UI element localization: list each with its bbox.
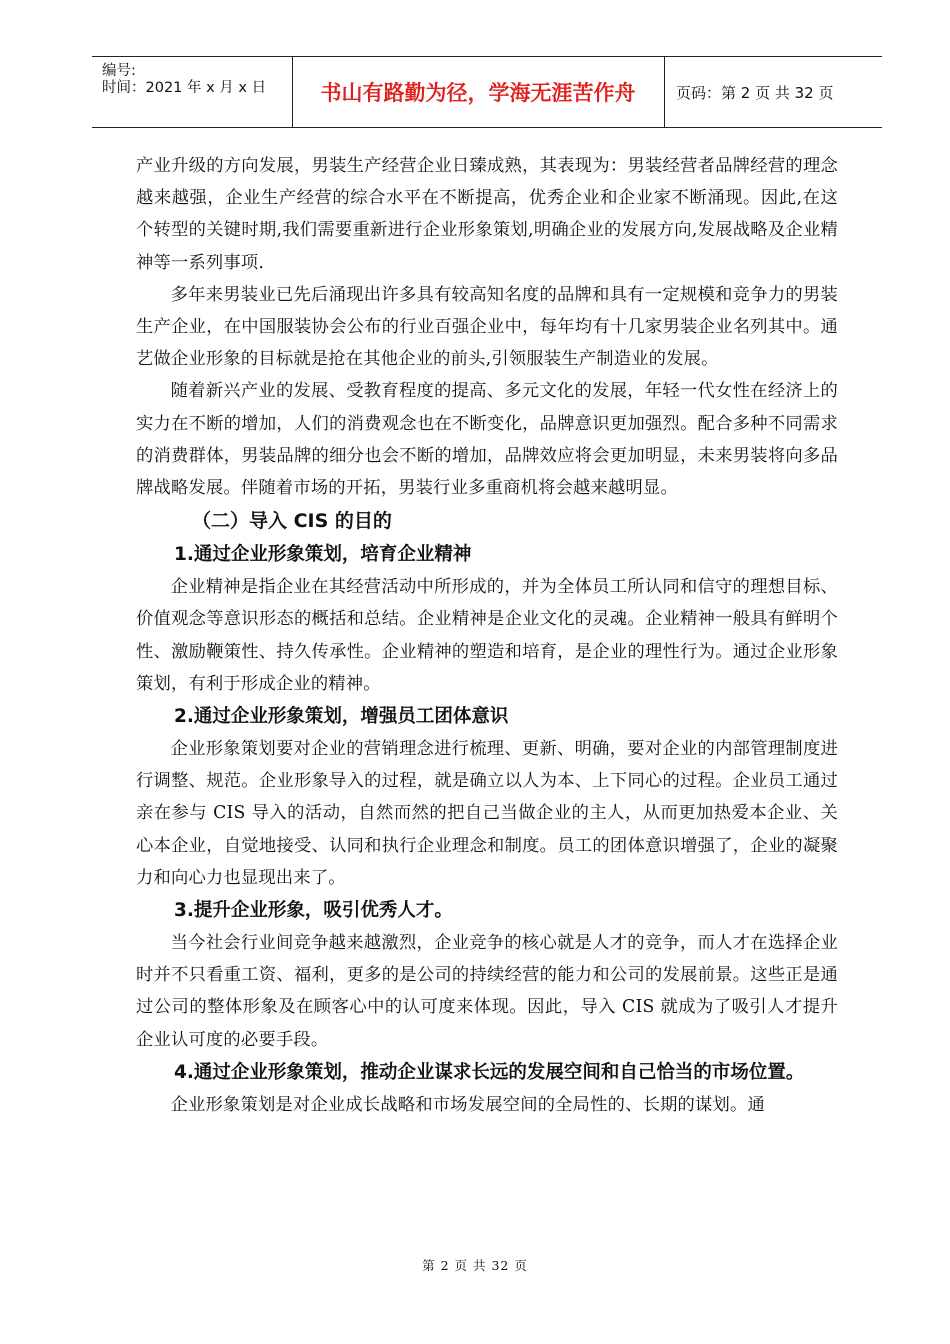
header-divider — [664, 57, 665, 127]
paragraph: 多年来男装业已先后涌现出许多具有较高知名度的品牌和具有一定规模和竞争力的男装生产企业，在中国服装协会公布的行业百强企业中，每年均有十几家男装企业名列其中。通艺做企业形象的目标就是抢在其他企业的前头,引领服装生产制造业的发展。 — [136, 284, 838, 370]
document-body — [136, 150, 838, 1121]
paragraph: 企业精神是指企业在其经营活动中所形成的，并为全体员工所认同和信守的理想目标、价值观念等意识形态的概括和总结。企业精神是企业文化的灵魂。企业精神一般具有鲜明个性、激励鞭策性、持久传承性。企业精神的塑造和培育，是企业的理性行为。通过企业形象策划，有利于形成企业的精神。 — [136, 577, 838, 694]
document-number-label: 编号: — [102, 63, 136, 79]
document-time-label: 时间：2021 年 x 月 x 日 — [102, 80, 267, 96]
subsection-heading: 4.通过企业形象策划，推动企业谋求长远的发展空间和自己恰当的市场位置。 — [174, 1061, 805, 1083]
header-motto: 书山有路勤为径，学海无涯苦作舟 — [320, 81, 636, 105]
page-header — [92, 56, 882, 128]
subsection-heading: 2.通过企业形象策划，增强员工团体意识 — [174, 706, 509, 728]
paragraph: 产业升级的方向发展，男装生产经营企业日臻成熟，其表现为：男装经营者品牌经营的理念越来越强，企业生产经营的综合水平在不断提高，优秀企业和企业家不断涌现。因此,在这个转型的关键时期,我们需要重新进行企业形象策划,明确企业的发展方向,发展战略及企业精神等一系列事项. — [136, 156, 838, 273]
section-heading: （二）导入 CIS 的目的 — [192, 510, 392, 533]
paragraph: 企业形象策划要对企业的营销理念进行梳理、更新、明确，要对企业的内部管理制度进行调整、规范。企业形象导入的过程，就是确立以人为本、上下同心的过程。企业员工通过亲在参与 CIS 导入的活动，自然而然的把自己当做企业的主人，从而更加热爱本企业、关心本企业，自觉地接受、认同和执行企业理念和制度。员工的团体意识增强了，企业的凝聚力和向心力也显现出来了。 — [136, 739, 838, 888]
paragraph: 随着新兴产业的发展、受教育程度的提高、多元文化的发展，年轻一代女性在经济上的实力在不断的增加，人们的消费观念也在不断变化，品牌意识更加强烈。配合多种不同需求的消费群体，男装品牌的细分也会不断的增加，品牌效应将会更加明显，未来男装将向多品牌战略发展。伴随着市场的开拓，男装行业多重商机将会越来越明显。 — [136, 381, 838, 499]
header-meta — [102, 63, 266, 97]
paragraph: 企业形象策划是对企业成长战略和市场发展空间的全局性的、长期的谋划。通 — [170, 1094, 765, 1115]
subsection-heading: 1.通过企业形象策划，培育企业精神 — [174, 544, 472, 566]
subsection-heading: 3.提升企业形象，吸引优秀人才。 — [174, 900, 453, 922]
paragraph: 当今社会行业间竞争越来越激烈，企业竞争的核心就是人才的竞争，而人才在选择企业时并不只看重工资、福利，更多的是公司的持续经营的能力和公司的发展前景。这些正是通过公司的整体形象及在顾客心中的认可度来体现。因此，导入 CIS 就成为了吸引人才提升企业认可度的必要手段。 — [136, 933, 838, 1050]
page-footer: 第 2 页 共 32 页 — [422, 1258, 528, 1273]
header-page-info: 页码：第 2 页 共 32 页 — [676, 84, 834, 102]
